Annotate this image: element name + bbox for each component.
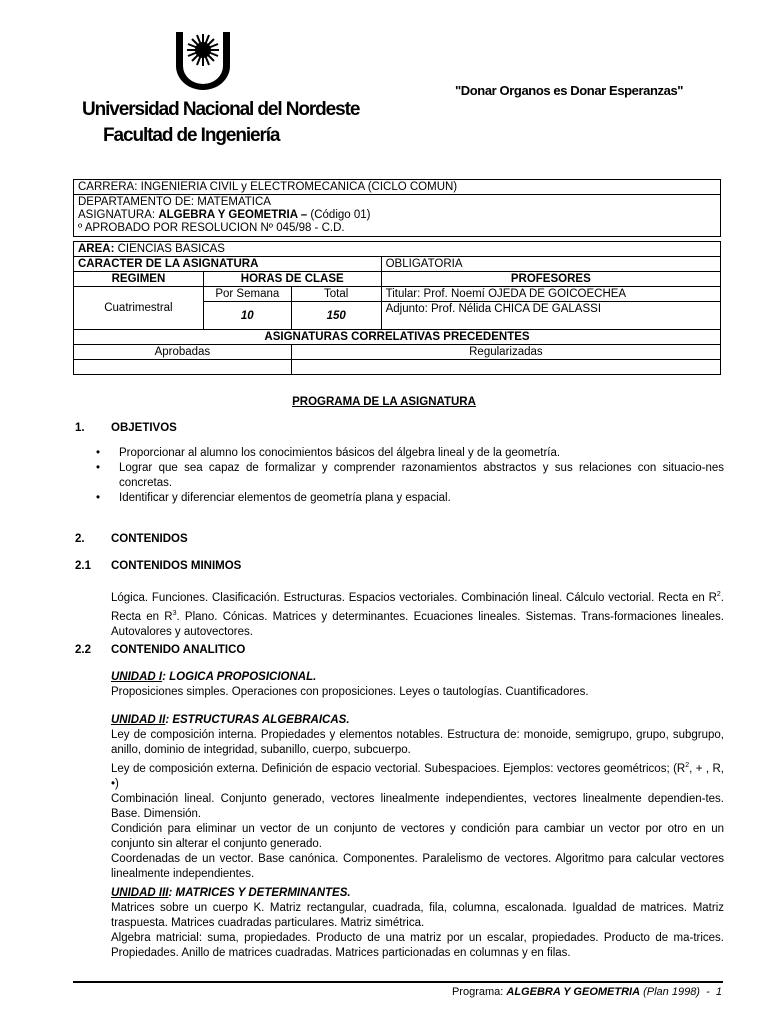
regimen-header: REGIMEN	[74, 272, 204, 287]
unit-3	[111, 886, 724, 961]
department-table	[73, 194, 721, 237]
regularizadas-empty	[291, 360, 720, 375]
section-2-1-title: CONTENIDOS MINIMOS	[111, 560, 242, 572]
unit-2-paragraph-5: Coordenadas de un vector. Base canónica. Componentes. Paralelismo de vectores. Algoritmo para calcular vectores linealmente independientes.	[111, 852, 724, 880]
bullet-icon: •	[96, 492, 101, 504]
por-semana-header: Por Semana	[203, 287, 291, 302]
list-item: • Proporcionar al alumno los conocimientos básicos del álgebra lineal y de la geometría.	[96, 447, 561, 459]
section-1-number: 1.	[75, 422, 85, 434]
caracter-label: CARACTER DE LA ASIGNATURA	[74, 257, 382, 272]
unit-1	[111, 670, 724, 700]
regimen-value: Cuatrimestral	[74, 287, 204, 330]
horas-header: HORAS DE CLASE	[203, 272, 381, 287]
regularizadas-header: Regularizadas	[291, 345, 720, 360]
slogan: "Donar Organos es Donar Esperanzas"	[455, 83, 684, 98]
bullet-icon: •	[96, 447, 101, 459]
unit-3-title: UNIDAD III: MATRICES Y DETERMINANTES.	[111, 887, 351, 899]
titular-professor: Titular: Prof. Noemí OJEDA DE GOICOECHEA	[381, 287, 720, 302]
adjunto-professor: Adjunto: Prof. Nélida CHICA DE GALASSI	[381, 302, 720, 330]
unit-2-paragraph-2: Ley de composición externa. Definición de espacio vectorial. Subespacioes. Ejemplos: vectores geométricos; ($R^2$, + , R, •)	[111, 762, 724, 790]
unit-2-paragraph-4: Condición para eliminar un vector de un conjunto de vectores y condición para cambiar un vector por otro en un conjunto sin alterar el conjunto generado.	[111, 822, 724, 850]
section-2-2-title: CONTENIDO ANALITICO	[111, 644, 246, 656]
correlativas-header: ASIGNATURAS CORRELATIVAS PRECEDENTES	[74, 330, 721, 345]
por-semana-value: 10	[203, 302, 291, 330]
university-name: Universidad Nacional del Nordeste	[82, 99, 360, 120]
section-2-1-number: 2.1	[75, 560, 91, 572]
carrera-table	[73, 179, 721, 195]
section-2-number: 2.	[75, 533, 85, 545]
program-title: PROGRAMA DE LA ASIGNATURA	[292, 396, 476, 408]
university-logo	[172, 30, 234, 90]
bullet-icon: •	[96, 462, 101, 474]
faculty-name: Facultad de Ingeniería	[103, 125, 280, 146]
section-1-title: OBJETIVOS	[111, 422, 177, 434]
unit-2-title: UNIDAD II: ESTRUCTURAS ALGEBRAICAS.	[111, 714, 350, 726]
list-item: • Identificar y diferenciar elementos de geometría plana y espacial.	[96, 492, 451, 504]
total-value: 150	[291, 302, 381, 330]
unit-1-text: Proposiciones simples. Operaciones con proposiciones. Leyes o tautologías. Cuantificadores.	[111, 686, 589, 698]
unit-2-paragraph-1: Ley de composición interna. Propiedades y elementos notables. Estructura de: monoide, semigrupo, grupo, subgrupo, anillo, dominio de integridad, subanillo, cuerpo, subcuerpo.	[111, 729, 724, 756]
objectives-list	[96, 446, 724, 506]
section-2-2-number: 2.2	[75, 644, 91, 656]
course-info-table	[73, 241, 721, 375]
total-header: Total	[291, 287, 381, 302]
area-cell: AREA: CIENCIAS BASICAS	[74, 242, 721, 257]
section-2-title: CONTENIDOS	[111, 533, 188, 545]
unit-3-paragraph-1: Matrices sobre un cuerpo K. Matriz rectangular, cuadrada, fila, columna, escalonada. Igualdad de matrices. Matriz traspuesta. Matrices cuadradas particulares. Matriz simétrica.	[111, 902, 724, 929]
carrera-cell: CARRERA: INGENIERIA CIVIL y ELECTROMECANICA (CICLO COMUN)	[74, 180, 721, 195]
department-line: DEPARTAMENTO DE: MATEMATICA	[78, 196, 271, 208]
subject-line: ASIGNATURA: ALGEBRA Y GEOMETRIA – (Código 01)	[78, 209, 371, 221]
minimum-contents: Lógica. Funciones. Clasificación. Estructuras. Espacios vectoriales. Combinación lineal. Cálculo vectorial. Recta en $R^2$. Recta en $R^3$. Plano. Cónicas. Matrices y determinantes. Ecuaciones lineales. Sistemas. Trans-formaciones lineales. Autovalores y autovectores.	[111, 591, 725, 638]
unit-2	[111, 713, 724, 882]
caracter-value: OBLIGATORIA	[381, 257, 720, 272]
unit-2-paragraph-3: Combinación lineal. Conjunto generado, vectores linealmente independientes, vectores linealmente dependien-tes. Base. Dimensión.	[111, 792, 724, 820]
unit-3-paragraph-2: Algebra matricial: suma, propiedades. Producto de una matriz por un escalar, propiedades. Producto de ma-trices. Propiedades. Anillo de matrices cuadradas. Matrices particionadas en columnas y en filas.	[111, 932, 724, 959]
page-footer: Programa: ALGEBRA Y GEOMETRIA (Plan 1998) - 1	[451, 986, 722, 998]
aprobadas-empty	[74, 360, 292, 375]
resolution-line: º APROBADO POR RESOLUCION Nº 045/98 - C.D.	[78, 222, 345, 234]
footer-divider	[73, 981, 723, 983]
aprobadas-header: Aprobadas	[74, 345, 292, 360]
profesores-header: PROFESORES	[381, 272, 720, 287]
unit-1-title: UNIDAD I: LOGICA PROPOSICIONAL.	[111, 671, 317, 683]
list-item: • Lograr que sea capaz de formalizar y comprender razonamientos abstractos y sus relaciones con situacio-nes concretas.	[96, 462, 724, 489]
